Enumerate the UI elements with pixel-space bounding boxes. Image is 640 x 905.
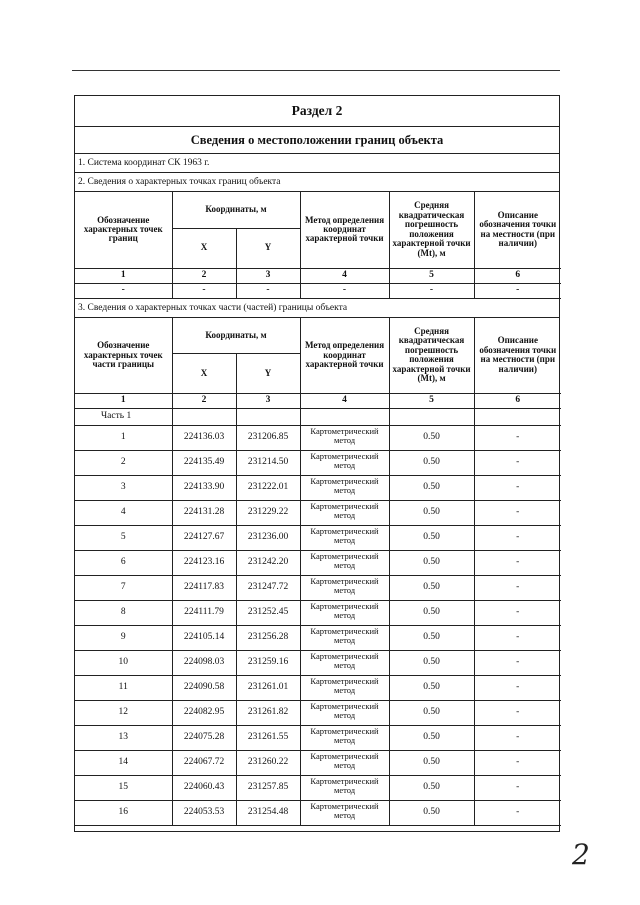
coord-y-cell: 231229.22 (236, 501, 300, 526)
method-cell: Картометрический метод (300, 626, 389, 651)
method-cell: Картометрический метод (300, 651, 389, 676)
accuracy-cell: 0.50 (389, 626, 474, 651)
col-x-header: X (172, 228, 236, 268)
table-row (75, 701, 561, 726)
col-y-header: Y (236, 228, 300, 268)
description-cell: - (474, 576, 561, 601)
coord-x-cell: 224090.58 (172, 676, 236, 701)
description-cell: - (474, 501, 561, 526)
column-number: 4 (300, 394, 389, 409)
coord-y-cell: 231260.22 (236, 751, 300, 776)
coord-y-cell: 231254.48 (236, 801, 300, 826)
column-number: 3 (236, 394, 300, 409)
point-number-cell: 11 (75, 676, 172, 701)
coord-x-cell: 224136.03 (172, 426, 236, 451)
description-cell: - (474, 776, 561, 801)
col-designation-header: Обозначение характерных точек границ (75, 192, 172, 268)
coord-y-cell: 231257.85 (236, 776, 300, 801)
coord-y-cell: 231259.16 (236, 651, 300, 676)
column-number: 6 (474, 268, 561, 283)
boundary-points-table (75, 192, 561, 299)
accuracy-cell: 0.50 (389, 526, 474, 551)
table-cell (236, 409, 300, 426)
table-cell: - (172, 283, 236, 298)
table-cell (474, 409, 561, 426)
accuracy-cell: 0.50 (389, 551, 474, 576)
top-rule (72, 70, 560, 71)
method-cell: Картометрический метод (300, 576, 389, 601)
method-cell: Картометрический метод (300, 801, 389, 826)
coord-x-cell: 224082.95 (172, 701, 236, 726)
table-row (75, 551, 561, 576)
accuracy-cell: 0.50 (389, 701, 474, 726)
point-number-cell: 10 (75, 651, 172, 676)
column-number: 5 (389, 268, 474, 283)
coord-x-cell: 224098.03 (172, 651, 236, 676)
column-number: 1 (75, 394, 172, 409)
point-number-cell: 13 (75, 726, 172, 751)
method-cell: Картометрический метод (300, 726, 389, 751)
coord-x-cell: 224067.72 (172, 751, 236, 776)
description-cell: - (474, 701, 561, 726)
coord-y-cell: 231247.72 (236, 576, 300, 601)
accuracy-cell: 0.50 (389, 501, 474, 526)
coord-y-cell: 231256.28 (236, 626, 300, 651)
table-tail (75, 826, 559, 844)
column-number: 6 (474, 394, 561, 409)
coord-y-cell: 231242.20 (236, 551, 300, 576)
accuracy-cell: 0.50 (389, 601, 474, 626)
col-description-header: Описание обозначения точки на местности (при наличии) (474, 318, 561, 394)
point-number-cell: 9 (75, 626, 172, 651)
boundary-points-heading: 2. Сведения о характерных точках границ объекта (75, 173, 559, 192)
coord-x-cell: 224111.79 (172, 601, 236, 626)
table-row (75, 601, 561, 626)
table-row (75, 476, 561, 501)
handwritten-page-number: 2 (572, 838, 590, 871)
coord-x-cell: 224135.49 (172, 451, 236, 476)
point-number-cell: 3 (75, 476, 172, 501)
description-cell: - (474, 651, 561, 676)
method-cell: Картометрический метод (300, 426, 389, 451)
method-cell: Картометрический метод (300, 451, 389, 476)
coord-x-cell: 224123.16 (172, 551, 236, 576)
coord-x-cell: 224053.53 (172, 801, 236, 826)
coord-x-cell: 224060.43 (172, 776, 236, 801)
col-method-header: Метод определения координат характерной точки (300, 192, 389, 268)
accuracy-cell: 0.50 (389, 451, 474, 476)
table-row (75, 726, 561, 751)
point-number-cell: 4 (75, 501, 172, 526)
column-number: 5 (389, 394, 474, 409)
point-number-cell: 6 (75, 551, 172, 576)
coord-y-cell: 231261.01 (236, 676, 300, 701)
table-cell: - (389, 283, 474, 298)
method-cell: Картометрический метод (300, 701, 389, 726)
description-cell: - (474, 801, 561, 826)
coord-y-cell: 231261.55 (236, 726, 300, 751)
point-number-cell: 2 (75, 451, 172, 476)
part-row (75, 409, 561, 426)
col-method-header: Метод определения координат характерной точки (300, 318, 389, 394)
method-cell: Картометрический метод (300, 676, 389, 701)
table-cell: - (75, 283, 172, 298)
point-number-cell: 7 (75, 576, 172, 601)
method-cell: Картометрический метод (300, 501, 389, 526)
col-coords-header: Координаты, м (172, 192, 300, 228)
accuracy-cell: 0.50 (389, 476, 474, 501)
part-points-heading: 3. Сведения о характерных точках части (частей) границы объекта (75, 299, 559, 318)
accuracy-cell: 0.50 (389, 651, 474, 676)
table-cell (300, 409, 389, 426)
coord-y-cell: 231261.82 (236, 701, 300, 726)
coord-y-cell: 231206.85 (236, 426, 300, 451)
col-designation-header: Обозначение характерных точек части границы (75, 318, 172, 394)
col-x-header: X (172, 354, 236, 394)
section-title: Раздел 2 (75, 96, 559, 127)
coord-x-cell: 224105.14 (172, 626, 236, 651)
col-y-header: Y (236, 354, 300, 394)
coord-y-cell: 231236.00 (236, 526, 300, 551)
col-error-header: Средняя квадратическая погрешность положения характерной точки (Мt), м (389, 192, 474, 268)
description-cell: - (474, 451, 561, 476)
part-label: Часть 1 (75, 409, 172, 426)
table-row (75, 576, 561, 601)
table-cell (172, 409, 236, 426)
table-row (75, 626, 561, 651)
description-cell: - (474, 626, 561, 651)
coord-x-cell: 224133.90 (172, 476, 236, 501)
accuracy-cell: 0.50 (389, 801, 474, 826)
description-cell: - (474, 676, 561, 701)
column-number-row (75, 268, 561, 283)
column-number: 1 (75, 268, 172, 283)
table-cell: - (300, 283, 389, 298)
points-body (75, 426, 561, 826)
part-points-table (75, 318, 561, 827)
method-cell: Картометрический метод (300, 751, 389, 776)
col-error-header: Средняя квадратическая погрешность положения характерной точки (Мt), м (389, 318, 474, 394)
table-row (75, 776, 561, 801)
section-subtitle: Сведения о местоположении границ объекта (75, 127, 559, 154)
table-row (75, 451, 561, 476)
method-cell: Картометрический метод (300, 601, 389, 626)
table-row (75, 751, 561, 776)
point-number-cell: 15 (75, 776, 172, 801)
table-row (75, 526, 561, 551)
table-row (75, 501, 561, 526)
column-number: 2 (172, 268, 236, 283)
description-cell: - (474, 751, 561, 776)
table-row (75, 426, 561, 451)
coord-y-cell: 231252.45 (236, 601, 300, 626)
coord-system-line: 1. Система координат СК 1963 г. (75, 154, 559, 173)
point-number-cell: 1 (75, 426, 172, 451)
table-row (75, 651, 561, 676)
table-row (75, 801, 561, 826)
accuracy-cell: 0.50 (389, 676, 474, 701)
coord-y-cell: 231214.50 (236, 451, 300, 476)
column-number: 4 (300, 268, 389, 283)
method-cell: Картометрический метод (300, 476, 389, 501)
accuracy-cell: 0.50 (389, 426, 474, 451)
coord-x-cell: 224131.28 (172, 501, 236, 526)
description-cell: - (474, 601, 561, 626)
method-cell: Картометрический метод (300, 551, 389, 576)
col-coords-header: Координаты, м (172, 318, 300, 354)
coord-x-cell: 224127.67 (172, 526, 236, 551)
method-cell: Картометрический метод (300, 776, 389, 801)
col-description-header: Описание обозначения точки на местности (при наличии) (474, 192, 561, 268)
point-number-cell: 16 (75, 801, 172, 826)
empty-data-row (75, 283, 561, 298)
description-cell: - (474, 551, 561, 576)
table-cell: - (236, 283, 300, 298)
accuracy-cell: 0.50 (389, 776, 474, 801)
point-number-cell: 12 (75, 701, 172, 726)
column-number-row (75, 394, 561, 409)
accuracy-cell: 0.50 (389, 726, 474, 751)
table-row (75, 676, 561, 701)
point-number-cell: 14 (75, 751, 172, 776)
method-cell: Картометрический метод (300, 526, 389, 551)
point-number-cell: 5 (75, 526, 172, 551)
accuracy-cell: 0.50 (389, 576, 474, 601)
coord-y-cell: 231222.01 (236, 476, 300, 501)
accuracy-cell: 0.50 (389, 751, 474, 776)
section-document (74, 95, 560, 832)
table-cell: - (474, 283, 561, 298)
description-cell: - (474, 726, 561, 751)
table-cell (389, 409, 474, 426)
point-number-cell: 8 (75, 601, 172, 626)
coord-x-cell: 224117.83 (172, 576, 236, 601)
description-cell: - (474, 526, 561, 551)
coord-x-cell: 224075.28 (172, 726, 236, 751)
column-number: 2 (172, 394, 236, 409)
description-cell: - (474, 476, 561, 501)
column-number: 3 (236, 268, 300, 283)
description-cell: - (474, 426, 561, 451)
